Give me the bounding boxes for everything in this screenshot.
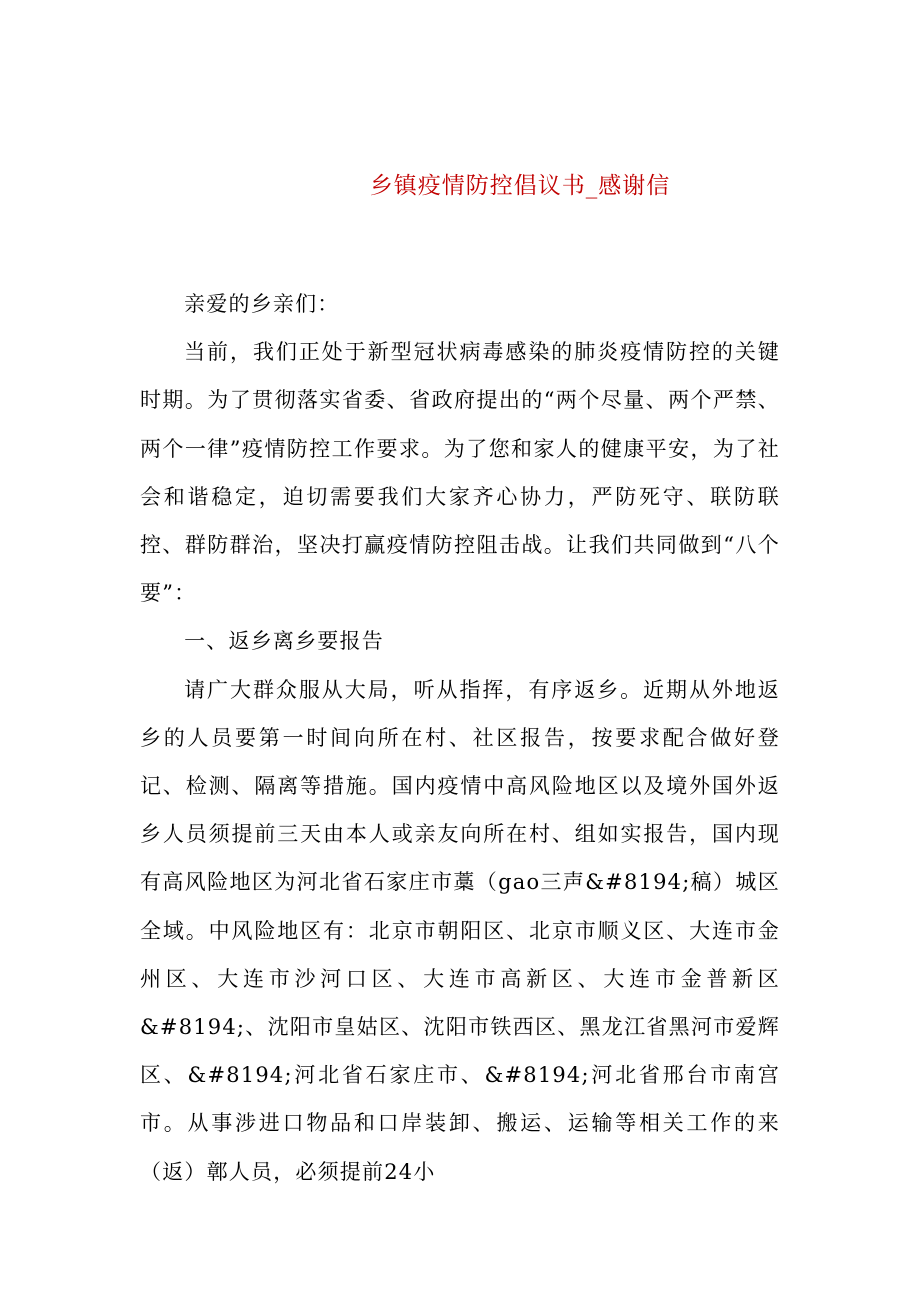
document-title: 乡镇疫情防控倡议书_感谢信 <box>369 173 671 199</box>
section-heading-1: 一、返乡离乡要报告 <box>184 629 384 654</box>
paragraph-intro: 当前，我们正处于新型冠状病毒感染的肺炎疫情防控的关键时期。为了贯彻落实省委、省政府提出的“两个尽量、两个严禁、两个一律”疫情防控工作要求。为了您和家人的健康平安，为了社会和谐稳定，迫切需要我们大家齐心协力，严防死守、联防联控、群防群治，坚决打赢疫情防控阻击战。让我们共同做到“八个要”： <box>140 340 780 606</box>
document-body <box>140 280 780 1196</box>
salutation: 亲爱的乡亲们： <box>184 292 340 316</box>
paragraph-section-1: 请广大群众服从大局，听从指挥，有序返乡。近期从外地返乡的人员要第一时间向所在村、社区报告，按要求配合做好登记、检测、隔离等措施。国内疫情中高风险地区以及境外国外返乡人员须提前三天由本人或亲友向所在村、组如实报告，国内现有高风险地区为河北省石家庄市藁（gao三声&#8194;稿）城区全域。中风险地区有：北京市朝阳区、北京市顺义区、大连市金州区、大连市沙河口区、大连市高新区、大连市金普新区&#8194;、沈阳市皇姑区、沈阳市铁西区、黑龙江省黑河市爱辉区、&#8194;河北省石家庄市、&#8194;河北省邢台市南宫市。从事涉进口物品和口岸装卸、搬运、运输等相关工作的来（返）鄣人员，必须提前24小 <box>140 677 780 1184</box>
